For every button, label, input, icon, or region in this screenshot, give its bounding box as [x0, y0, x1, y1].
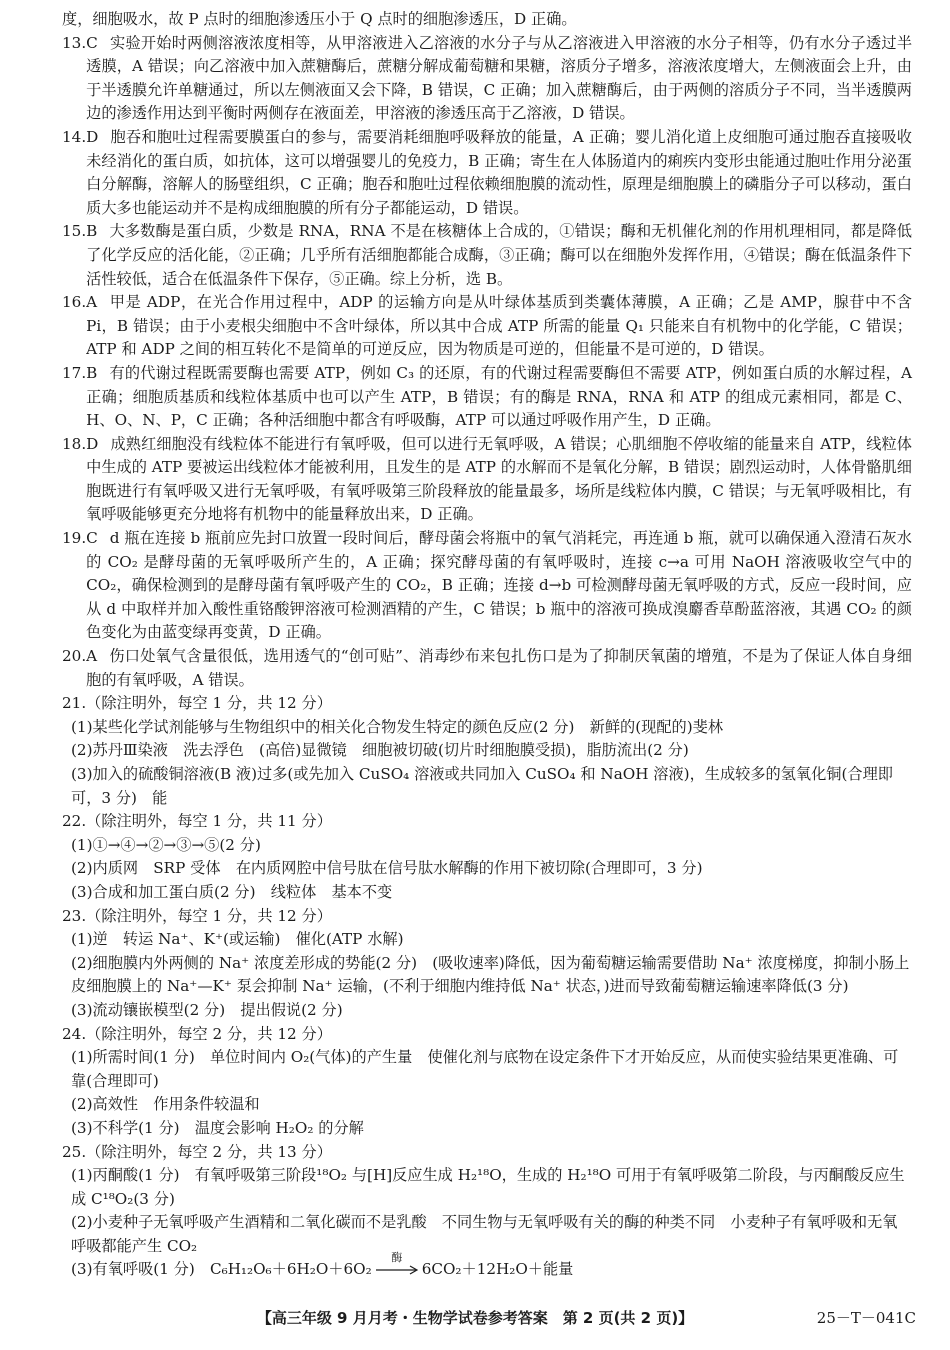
answer-part-2: (2)细胞膜内外两侧的 Na⁺ 浓度差形成的势能(2 分) (吸收速率)降低，因为葡萄糖运输需要借助 Na⁺ 浓度梯度，抑制小肠上皮细胞膜上的 Na⁺—K⁺ 泵会抑制 Na⁺ 运输，(不利于细胞内维持低 Na⁺ 状态，)进而导致葡萄糖运输速率降低(3 分)	[71, 953, 910, 996]
question-header: 21.（除注明外，每空 1 分，共 12 分）	[62, 694, 332, 713]
explanation-body	[86, 291, 912, 362]
answer-part-2: (2)小麦种子无氧呼吸产生酒精和二氧化碳而不是乳酸 不同生物与无氧呼吸有关的酶的种类不同 小麦种子有氧呼吸和无氧呼吸都能产生 CO₂	[71, 1213, 898, 1255]
question-number: 20.	[62, 647, 87, 666]
question-header: 24.（除注明外，每空 2 分，共 12 分）	[62, 1024, 332, 1043]
explanation-body	[86, 362, 912, 433]
answer-item	[62, 32, 912, 126]
answer-part-3: (3)合成和加工蛋白质(2 分) 线粒体 基本不变	[71, 882, 393, 901]
answer-letter: C	[86, 33, 98, 52]
question-number: 15.	[62, 222, 87, 241]
question-23	[62, 905, 912, 1023]
footer-code: 25－T－041C	[816, 1309, 916, 1327]
question-24	[62, 1023, 912, 1141]
answer-letter: B	[86, 363, 98, 382]
answer-item	[62, 362, 912, 433]
question-22	[62, 810, 912, 904]
question-number: 13.	[62, 33, 87, 52]
question-number: 19.	[62, 529, 87, 548]
answer-item	[62, 126, 912, 220]
answer-part-3: (3)流动镶嵌模型(2 分) 提出假说(2 分)	[71, 1000, 343, 1019]
equation-reactants: (3)有氧呼吸(1 分) C₆H₁₂O₆＋6H₂O＋6O₂	[71, 1260, 372, 1279]
answer-part-2: (2)内质网 SRP 受体 在内质网腔中信号肽在信号肽水解酶的作用下被切除(合理即可，3 分)	[71, 859, 703, 878]
answer-letter: D	[86, 127, 99, 146]
explanation-body	[86, 433, 912, 527]
answer-letter: D	[86, 434, 99, 453]
explanation-text: 伤口处氧气含量很低，选用透气的“创可贴”、消毒纱布来包扎伤口是为了抑制厌氧菌的增殖，不是为了保证人体自身细胞的有氧呼吸，A 错误。	[86, 647, 912, 689]
explanation-text: 有的代谢过程既需要酶也需要 ATP，例如 C₃ 的还原，有的代谢过程需要酶但不需要 ATP，例如蛋白质的水解过程，A 正确；细胞质基质和线粒体基质中也可以产生 ATP，B 错误；有的酶是 RNA，RNA 和 ATP 的组成元素相同，都是 C、H、O、N、P，C 正确；各种活细胞中都含有呼吸酶，ATP 可以通过呼吸作用产生，D 正确。	[86, 363, 912, 430]
explanation-body	[86, 126, 912, 220]
question-number: 18.	[62, 434, 87, 453]
answer-part-1: (1)①→④→②→③→⑤(2 分)	[71, 835, 261, 854]
answer-part-3: (3)加入的硫酸铜溶液(B 液)过多(或先加入 CuSO₄ 溶液或共同加入 CuSO₄ 和 NaOH 溶液)，生成较多的氢氧化铜(合理即可，3 分) 能	[71, 765, 893, 807]
explanation-text: 甲是 ADP，在光合作用过程中，ADP 的运输方向是从叶绿体基质到类囊体薄膜，A 正确；乙是 AMP，腺苷中不含 Pi，B 错误；由于小麦根尖细胞中不含叶绿体，所以其中合成 ATP 所需的能量 Q₁ 只能来自有机物中的化学能，C 错误；ATP 和 ADP 之间的相互转化不是简单的可逆反应，因为物质是可逆的，但能量不是可逆的，D 错误。	[86, 293, 912, 359]
answer-part-2: (2)高效性 作用条件较温和	[71, 1095, 260, 1114]
explanation-text: 成熟红细胞没有线粒体不能进行有氧呼吸，但可以进行无氧呼吸，A 错误；心肌细胞不停收缩的能量来自 ATP，线粒体中生成的 ATP 要被运出线粒体才能被利用，且发生的是 ATP 的水解而不是氧化分解，B 错误；剧烈运动时，人体骨骼肌细胞既进行有氧呼吸又进行无氧呼吸，有氧呼吸第三阶段释放的能量最多，场所是线粒体内膜，C 错误；与无氧呼吸相比，有氧呼吸能够更充分地将有机物中的能量释放出来，D 正确。	[86, 434, 912, 524]
question-25	[62, 1141, 912, 1283]
answer-item	[62, 220, 912, 291]
explanation-text: 大多数酶是蛋白质，少数是 RNA，RNA 不是在核糖体上合成的，①错误；酶和无机催化剂的作用机理相同，都是降低了化学反应的活化能，②正确；几乎所有活细胞都能合成酶，③正确；酶可以在细胞外发挥作用，④错误；酶在低温条件下活性较低，适合在低温条件下保存，⑤正确。综上分析，选 B。	[86, 222, 912, 288]
question-header: 25.（除注明外，每空 2 分，共 13 分）	[62, 1142, 332, 1161]
answer-letter: B	[86, 222, 98, 241]
explanation-body	[86, 32, 912, 126]
continued-answer-line: 度，细胞吸水，故 P 点时的细胞渗透压小于 Q 点时的细胞渗透压，D 正确。	[62, 10, 577, 28]
equation-products: 6CO₂＋12H₂O＋能量	[421, 1260, 574, 1279]
answer-part-2: (2)苏丹Ⅲ染液 洗去浮色 (高倍)显微镜 细胞被切破(切片时细胞膜受损)，脂肪流出(2 分)	[71, 741, 689, 760]
question-number: 17.	[62, 363, 87, 382]
multiple-choice-explanations	[62, 32, 912, 693]
answer-letter: C	[86, 529, 98, 548]
answer-letter: A	[86, 293, 98, 312]
footer-title: 【高三年级 9 月月考・生物学试卷参考答案 第 2 页(共 2 页)】	[256, 1309, 694, 1327]
answer-item	[62, 527, 912, 645]
explanation-text: d 瓶在连接 b 瓶前应先封口放置一段时间后，酵母菌会将瓶中的氧气消耗完，再连通 b 瓶，就可以确保通入澄清石灰水的 CO₂ 是酵母菌的无氧呼吸所产生的，A 正确；探究酵母菌的有氧呼吸时，连接 c→a 可用 NaOH 溶液吸收空气中的 CO₂，确保检测到的是酵母菌有氧呼吸产生的 CO₂，B 正确；连接 d→b 可检测酵母菌无氧呼吸的方式，反应一段时间，应从 d 中取样并加入酸性重铬酸钾溶液可检测酒精的产生，C 错误；b 瓶中的溶液可换成溴麝香草酚蓝溶液，其遇 CO₂ 的颜色变化为由蓝变绿再变黄，D 正确。	[86, 529, 912, 642]
question-number: 14.	[62, 127, 87, 146]
explanation-body	[86, 645, 912, 692]
explanation-body	[86, 220, 912, 291]
question-header: 23.（除注明外，每空 1 分，共 12 分）	[62, 906, 332, 925]
answer-content	[62, 8, 912, 1282]
answer-item	[62, 433, 912, 527]
enzyme-label: 酶	[391, 1251, 403, 1265]
answer-part-1: (1)所需时间(1 分) 单位时间内 O₂(气体)的产生量 使催化剂与底物在设定条件下才开始反应，从而使实验结果更准确、可靠(合理即可)	[71, 1048, 899, 1090]
answer-item	[62, 645, 912, 692]
enzyme-reaction-arrow	[374, 1251, 420, 1277]
answer-part-1: (1)逆 转运 Na⁺、K⁺(或运输) 催化(ATP 水解)	[71, 930, 404, 949]
arrow-icon	[374, 1263, 420, 1277]
explanation-text: 胞吞和胞吐过程需要膜蛋白的参与，需要消耗细胞呼吸释放的能量，A 正确；婴儿消化道上皮细胞可通过胞吞直接吸收未经消化的蛋白质，如抗体，这可以增强婴儿的免疫力，B 正确；寄生在人体肠道内的痢疾内变形虫能通过胞吐作用分泌蛋白分解酶，溶解人的肠壁组织，C 正确；胞吞和胞吐过程依赖细胞膜的流动性，原理是细胞膜上的磷脂分子可以移动，蛋白质大多也能运动并不是构成细胞膜的所有分子都能运动，D 错误。	[86, 127, 912, 217]
answer-part-1: (1)丙酮酸(1 分) 有氧呼吸第三阶段¹⁸O₂ 与[H]反应生成 H₂¹⁸O，生成的 H₂¹⁸O 可用于有氧呼吸第二阶段，与丙酮酸反应生成 C¹⁸O₂(3 分)	[71, 1166, 905, 1208]
question-header: 22.（除注明外，每空 1 分，共 11 分）	[62, 812, 332, 831]
answer-item	[62, 291, 912, 362]
explanation-body	[86, 527, 912, 645]
explanation-text: 实验开始时两侧溶液浓度相等，从甲溶液进入乙溶液的水分子与从乙溶液进入甲溶液的水分子相等，仍有水分子透过半透膜，A 错误；向乙溶液中加入蔗糖酶后，蔗糖分解成葡萄糖和果糖，溶质分子增多，溶液浓度增大，左侧液面会上升，由于半透膜允许单糖通过，所以左侧液面又会下降，B 错误，C 正确；加入蔗糖酶后，由于两侧的溶质分子不同，当半透膜两边的渗透作用达到平衡时两侧存在液面差，甲溶液的渗透压高于乙溶液，D 错误。	[86, 33, 912, 123]
answer-part-1: (1)某些化学试剂能够与生物组织中的相关化合物发生特定的颜色反应(2 分) 新鲜的(现配的)斐林	[71, 717, 724, 736]
answer-part-3	[62, 1251, 912, 1282]
question-number: 16.	[62, 293, 87, 312]
answer-letter: A	[86, 647, 98, 666]
question-21	[62, 692, 912, 810]
page-footer	[0, 1305, 950, 1331]
answer-part-3: (3)不科学(1 分) 温度会影响 H₂O₂ 的分解	[71, 1118, 364, 1137]
